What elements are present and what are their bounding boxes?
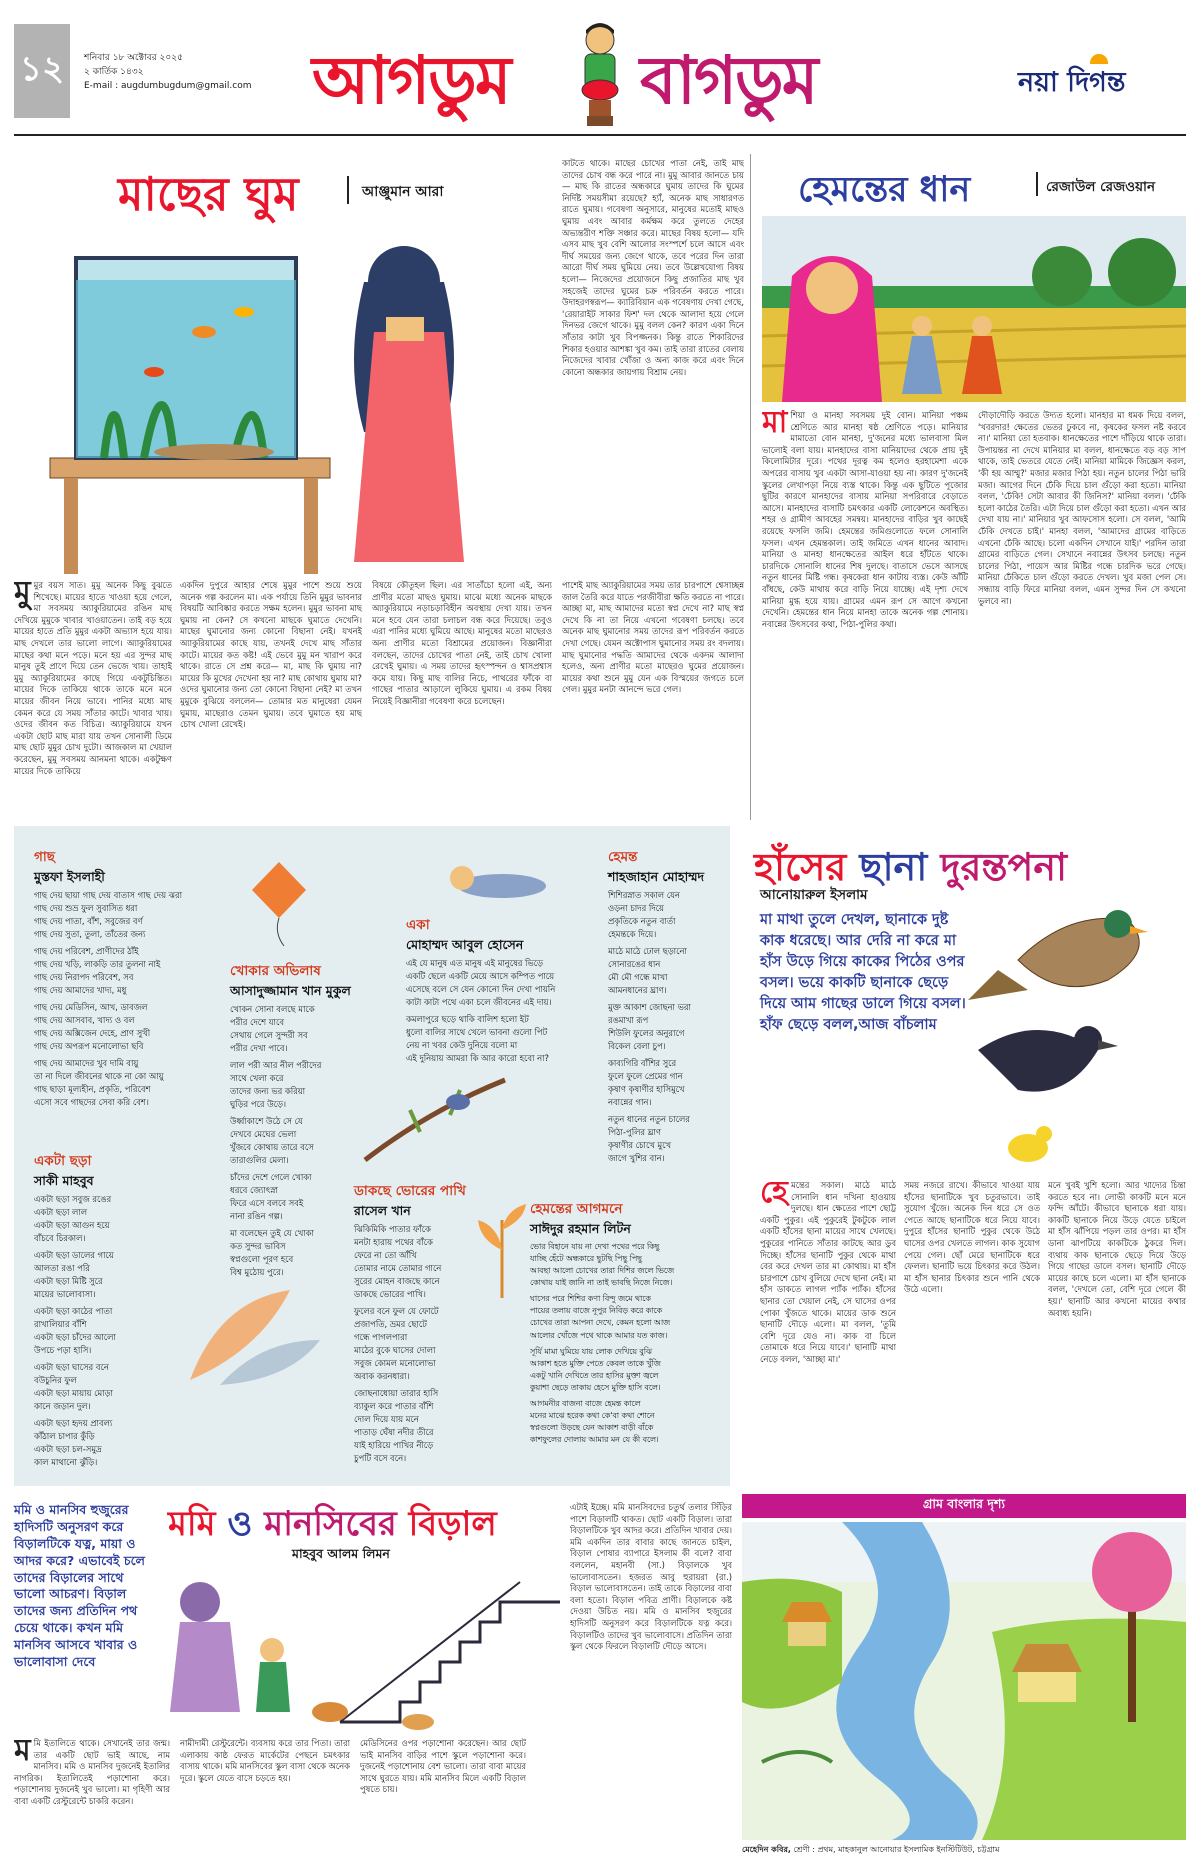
poem-title: একা [406,917,430,933]
poem-author: শাহজাহান মোহাম্মদ [608,869,705,884]
poem-line: গাছ দেয় পাতা, বাঁশ, সবুজের বর্ণ [34,916,143,927]
poem-line: যাই হারিয়ে পাখির নীড়ে [354,1440,434,1451]
poem-line: ফিরে এসে বলবে সবই [230,1198,304,1209]
poem-title: একটা ছড়া [34,1153,92,1169]
poem-body [608,889,726,1165]
article-column: সময় নজরে রাখে। কীভাবে খাওয়া যায় হাঁসের ছানাটিকে খুব চতুরভাবে। তাই সুযোগ খুঁজে। অনেক দিন ধরে সে ওত পেতে আছে ছানাটিকে ধরে নিয়ে যাবে। দুপুরে হাঁসের ছানাটি পুকুর থেকে উঠে ঘাসের ওপর খেলতে লাগল। কাক সুযোগ পেয়ে গেল। ছোঁ মেরে ছানাটিকে ধরে ফেলল। ছানাটি ভয়ে চিৎকার করে উঠল। মা হাঁস ছানার চিৎকার শুনে পানি থেকে উঠে এলো। [904,1180,1040,1295]
poem-line: কৃষাণ কৃষাণীর হাসিমুখে [608,1084,685,1095]
poem-line: মুক্ত আকাশ জোছনা ভরা [608,1002,691,1013]
poem-line: চোখের তারা আপনা দেখে, কেমন হলো আজ [530,1318,670,1328]
poem-block [608,846,726,1165]
poem-line: যাচ্ছি হেঁটে অন্ধকারে ছুটছি পিছু পিছু [530,1254,642,1264]
poem-line: পরীর দেখা পাবে। [230,1043,288,1054]
poem-title: খোকার অভিলাষ [230,963,321,979]
poem-line: একটা ছড়া লাল [34,1207,87,1218]
poem-line: আকাশ হতে মুক্তি পেতে কেবল তাকে খুঁজি [530,1358,661,1368]
poem-line: তারাগুলির মেলা। [230,1155,289,1166]
poem-line: গাছ দেয় অক্সিজেন দেহে, প্রাণ সুখী [34,1028,151,1039]
column-text: মন্তের সকাল। মাঠে মাঠে সোনালি ধান দখিনা হাওয়ায় দুলছে। ধান ক্ষেতের পাশে ছোট্ট একটি পুকুর। এই পুকুরেই টুকটুকে লাল একটি হাঁসের ছানা মায়ের সাথে খেলছে। পুকুরের পানিতে সাঁতার কাটছে আর ডুব দিচ্ছে। হাঁসের ছানাটি পুকুর থেকে মাথা বের করে দেখল তার মা কোথায়। মা হাঁস চারপাশে চোখ বুলিয়ে দেখে ছানা নেই। মা হাঁস ডাকতে লাগল প্যাঁক প্যাঁক। হাঁসের ছানার তো খেয়াল নেই, সে ঘাসের ওপর পোকা খুঁজতে থাকে। মায়ের ডাক শুনে ছানাটি দৌড়ে এলো। মা বলল, 'তুমি বেশি দূরে যেও না। কাক বা চিলে তোমাকে ধরে নিয়ে যাবে।' ছানাটি মাথা নেড়ে বলল, 'আচ্ছা মা।' [760,1180,896,1364]
poem-line: মা বলেছেন তুই যে খোকা [230,1228,314,1239]
poem-line: তোমার নামে তোমার গানে [354,1263,442,1274]
poem-line: কমলাপুরে ছড়ে থাকি বালিশ হলো ইট [406,1014,529,1025]
poem-line: একটি ছেলে একটি মেয়ে আসে কম্পিত পায়ে [406,971,555,982]
poem-line: গাছ দেয় অপরূপ মনোলোভা ছবি [34,1041,144,1052]
drop-cap: ম [14,1738,31,1768]
article-column: দৌড়াদৌড়ি করতে উদ্যত হলো। মানহার মা ধমক দিয়ে বলল, 'খবরদার! ক্ষেতের ভেতর ঢুকবে না, কৃষকের ফসল নষ্ট করবে না।' মানিয়া তো হতবাক। ধানক্ষেতের পাশে দাঁড়িয়ে থাকে তারা। উপায়ন্তর না দেখে মানিয়ার মা বলল, ধানক্ষেতে বড় বড় সাপ থাকে, তাই ভেতরে যেতে নেই। মানিয়া মামিকে জিজ্ঞেস করল, 'কী হয় আম্মু?' মজার মজার পিঠা হয়। নতুন চালের পিঠা ভারি মজা। আগের দিনে ঢেঁকি দিয়ে চাল গুঁড়ো করা হতো। মানিয়া বলল, 'ঢেঁকি! সেটা আবার কী জিনিস?' মানিয়া বলল। 'ঢেঁকি হলো কাঠের তৈরি। এটা দিয়ে চাল গুঁড়ো করা হতো। এখন আর দেখা যায় না।' মানিয়ার খুব আফসোস হলো। সে বলল, 'আমি ঢেঁকি দেখতে চাই।' মানহা বলল, 'আমাদের গ্রামের বাড়িতে এখনো ঢেঁকি আছে। চলো একদিন সেখানে যাই।' পরদিন তারা গ্রামের বাড়িতে গেল। সেখানে নবান্নের উৎসব চলছে। নতুন চালের পিঠা, পায়েস আর মিষ্টির গন্ধে চারদিক ভরে গেছে। মানিয়া ঢেঁকিতে চাল গুঁড়ো করতে দেখল। খুব মজা পেল সে। সন্ধ্যায় বাড়ি ফিরে মানিয়া বলল, এমন সুন্দর দিন সে কখনো ভুলবে না। [978,410,1186,606]
poem-author: সাকী মাহবুব [34,1173,94,1188]
poem-line: আবছা আলো চোখের তারা দিশির জলে ভিজে [530,1266,674,1276]
poem-block [406,914,602,1065]
column-text: মি ইতালিতে থাকে। সেখানেই তার জন্ম। তার একটি ছোট ভাই আছে, নাম মানসিব। মমি ও মানসিব দুজনেই ইতালির নাগরিক। ইতালিতেই পড়াশোনা করে। পড়াশোনায় দুজনেই খুব ভালো। মা গৃহিণী আর বাবা একটি রেস্টুরেন্টে চাকরি করেন। [14,1738,170,1806]
poem-line: কৃষাণীর চোখে মুখে [608,1140,672,1151]
poem-line: ঝিকিমিকি পাতার ফাঁকে [354,1224,431,1234]
paddy-field-illustration [762,216,1186,402]
article-column: এটাই ইচ্ছে। মমি মানসিবদের চতুর্থ তলার সিঁড়ির পাশে বিড়ালটি থাকত। ছোট একটি বিড়াল। তারা বিড়ালটিকে খুব আদর করে। প্রতিদিন খাবার দেয়। মমি একদিন তার বাবার কাছে জানতে চাইল, বিড়াল পোষার ব্যাপারে ইসলাম কী বলে? বাবা বললেন, মহানবী (সা.) বিড়ালকে খুব ভালোবাসতেন। হজরত আবু হুরায়রা (রা.) বিড়াল ভালোবাসতেন। তাই তাকে বিড়ালের বাবা বলা হতো। বিড়াল পবিত্র প্রাণী। বিড়ালকে কষ্ট দেওয়া উচিত নয়। মমি ও মানসিব হুজুরের হাদিসটি অনুসরণ করে বিড়ালটিকে যত্ন করে। বিড়ালটিও তাদের খুব ভালোবাসে। প্রতিদিন তারা স্কুল থেকে ফিরলে বিড়ালটি দৌড়ে আসে। [570,1502,732,1652]
poem-line: একটা ছড়া কাঠের পাতা [34,1306,113,1317]
gallery-band: গ্রাম বাংলার দৃশ্য [742,1494,1186,1518]
poem-title: হেমন্ত [608,849,638,865]
article-author: রেজাউল রেজওয়ান [1046,179,1156,195]
poem-line: ফেরে না তো আঁখি [354,1250,417,1261]
poem-line: কানে জড়ান দুল। [34,1401,91,1412]
article-column: নামীদামী রেস্টুরেন্টে। ব্যবসায় করে তার পিতা। তারা এলাকায় কাষ্ঠ ফেরত মার্কেটের পেছনে চমৎকার বাসায় থাকে। মমি মানসিবের স্কুল বাসা থেকে অনেক দূরে। স্কুলে যেতে বাসে চড়তে হয়। [180,1738,350,1783]
date-line-bengali: ২ কার্তিক ১৪৩২ [84,67,144,77]
drop-cap: মু [14,580,31,610]
email-address[interactable]: E-mail : augdumbugdum@gmail.com [84,81,252,91]
poem-line: খুঁজবে কোথায় তারে বসে [230,1142,314,1153]
poem-block [34,846,224,1109]
plant-icon [474,1200,530,1300]
poem-line: একটা ছড়া চল-সমুদ্র [34,1444,102,1455]
aquarium-girl-illustration [14,222,544,574]
column-text: মুর বয়স সাত। মুমু অনেক কিছু বুঝতে শিখেছে। মায়ের হাতে খাওয়া হয়ে গেলে, মা সবসময় অ্যাকুরিয়ামের রঙিন মাছ দেখিয়ে মুমুকে খাবার খাওয়াতেন। তাই বড় হয়ে মায়ের হাতে প্রতি মুমুর একটা অভ্যাস হয়ে যায়। মাছ দেখলে তার ভালো লাগে। অ্যাকুরিয়ামের মাছের কথা মনে পড়ে। মনে হয় এর সুন্দর মাছ মানুষ তুই প্রাণে দিয়ে তেন ভেজে খায়। তাহাই মুমু অ্যাকুরিয়ামের কাছে গিয়ে একটুচিন্তিত। মায়ের দিকে তাকিয়ে থাকে তাকে মনে মনে মায়ের জীবন নিয়ে ভাবে। পানির মধ্যে মাছ কেমন করে যে সময় সাঁতার কাটে। খাবার খায়। ওদের জীবন কত বিচিত্র। অ্যাকুরিয়ামে যখন একটা ছোট মাছ মারা যায় তখন সোনালী ডিমে মাছ ছোট মুমুর চোখ দুটো। আজকাল মা খেয়াল করেছেন, মুমু সবসময় আনমনা থাকে। একটুক্ষণ মায়ের দিকে তাকিয়ে [14,580,172,776]
drummer-boy-logo [565,20,635,130]
poem-author: আসাদুজ্জামান খান মুকুল [230,983,351,998]
poem-line: স্বপ্নগুলো পূরণ হবে [230,1254,294,1265]
poem-body [406,957,602,1065]
article-column: একদিন দুপুরে আহার শেষে মুমুর পাশে শুয়ে শুয়ে অনেক গল্প করলেন মা। এক পর্যায়ে তিনি মুমুর ভাবনার বিষয়টি আবিষ্কার করতে সক্ষম হলেন। মুমুর ভাবনা মাছ ঘুমায় না কেন? সে কখনো মাছকে ঘুমাতে দেখেনি। মাছের ঘুমানোর জন্য কোনো বিছানা নেই। যখনই অ্যাকুরিয়ামের কাছে যায়, তখনই দেখে মাছ সাঁতার কাটে। মায়ের কত কষ্ট! এই ভেবে মুমু মন খারাপ করে থাকে। রাতে সে প্রশ্ন করে— মা, মাছ কি ঘুমায় না? মায়ের কি মুখের দেখেনা হয় না? মাছ কোথায় ঘুমায় মা? ওদের ঘুমানোর জন্য তো কোনো বিছানা নেই? মা তখন মুমুকে বুঝিয়ে বললেন— তোমার মত মানুষেরা যেমন ঘুমায়, মাছেরাও তেমন ঘুমায়। তবে ঘুমাতে হয় মাছ চোখ খোলা রেখেই। [180,580,362,730]
bird-on-branch-icon [360,1060,510,1170]
poem-line: গাছ দেয় পরিবেশ, প্রাণীদের ঠাঁই [34,946,139,957]
poem-line: কাটা কাটা পথে একা চলে জীবনের এই দায়। [406,997,552,1008]
poem-line: ভোর বিহানে যায় না দেখা পথের পরে কিছু [530,1242,660,1251]
sun-icon [1090,54,1108,64]
poem-line: গন্ধে পাগলপারা [354,1332,408,1343]
poem-line: নতুন ধানের নতুন চালের [608,1114,690,1125]
poem-line: রঙমাখা রূপ [608,1015,649,1026]
poem-line: সেথায় গেলে সুন্দরী সব [230,1030,308,1041]
article-title: হেমন্তের ধান [798,170,971,210]
poem-line: দোল দিয়ে যায় মনে [354,1414,419,1425]
article-column: বিষয়ে কৌতূহল ছিল। এর সাতাঁচো হলো এই, অন্য প্রাণীর মতো মাছও ঘুমায়। মাঝে মধ্যে অনেক মাছকে অ্যাকুরিয়ামে নড়াচড়াবিহীন অবস্থায় দেখা যায়। তখন মনে হবে যেন তারা চলাচল বন্ধ করে দিয়েছে। তবুও এরা পানির মধ্যে ঘুমিয়ে আছে। মানুষের মতো মাছেরও অন্য প্রাণীর মতো বিশ্রামের প্রয়োজন। বিজ্ঞানীরা বলছেন, তাদের চোখের পাতা নেই, তাই চোখ খোলা রেখেই ঘুমায়। এ সময় তাদের হৃৎস্পন্দন ও শ্বাসপ্রশ্বাস কমে যায়। কিছু মাছ বালির নিচে, পাথরের ফাঁকে বা গাছের পাতার আড়ালে লুকিয়ে ঘুমায়। এ রকম বিষয় নিয়েই বিজ্ঞানীরা গবেষণা করে চলেছেন। [372,580,552,706]
poem-line: মৌ মৌ গন্ধে মাখা [608,972,668,983]
poem-line: জোছনাধোয়া তারার হাসি [354,1388,439,1399]
poem-line: নবান্নের গান। [608,1097,652,1108]
poem-title: হেমন্তের আগমনে [530,1201,623,1217]
title-word: বিড়াল [408,1504,497,1544]
poem-title: গাছ [34,849,55,865]
poem-body [530,1241,726,1446]
poem-line: এসেছে বলে সে যেন কোনো দিন দেখা পায়নি [406,984,556,995]
poem-line: পরীর দেশে যাবে [230,1017,285,1028]
poem-author: মোহাম্মদ আবুল হোসেন [406,937,524,952]
sleeping-child-icon [442,852,552,902]
poem-line: একটা ছড়া ডালের গায়ে [34,1250,114,1261]
poem-line: শিউলি ফুলের অনুরাগে [608,1028,685,1039]
poem-line: মাঠের বুকে ঘাসের দোলা [354,1345,436,1356]
brand-logo: নয়া দিগন্ত [1018,67,1126,98]
poem-line: গাছ ছাড়া মূল্যহীন, প্রকৃতি, পরিবেশ [34,1084,151,1095]
article-column: কাটতে থাকে। মাছের চোখের পাতা নেই, তাই মাছ তাদের চোখ বন্ধ করে পারে না। মুমু আবার জানতে চায়— মাছ কি রাতের অন্ধকারে ঘুমায় তাদের কি ঘুমের নির্দিষ্ট সময়সীমা রয়েছে? হ্যাঁ, অনেক মাছ সাধারণত রাতে ঘুমায়। গবেষণা অনুসারে, মানুষের মতোই মাছও ঘুমায় এবং আবার কর্মক্ষম করে তুলতে দেহের অভ্যন্তরীণ শক্তি সঞ্চার করে। মাছের বিষয় হলো— যদি এসব মাছ খুব বেশি আলোর সংস্পর্শে চলে আসে এবং দীর্ঘ সময়ের জন্য জেগে থাকে, তবে পরের দিন তারা আরো দীর্ঘ সময় ঘুমিয়ে নেয়। তবে উল্লেখযোগ্য বিষয় হলো— নিজেদের প্রয়োজনে কিছু প্রজাতির মাছ খুব সহজেই তাদের ঘুমের চক্র পরিবর্তন করতে পারে। উদাহরণস্বরূপ— ক্যারিবিয়ান এক গবেষণায় দেখা গেছে, 'রেয়ারাইট সাকার ফিশ' দল থেকে আলাদা হয়ে গেলে দিনভর জেগে থাকে। মুমু বলল কেন? কারণ একা দিনে সাঁতার কাটা খুব বিপজ্জনক। কিন্তু রাতে শিকারিদের শিকার হওয়ার আশঙ্কা খুব কম। তাই তারা রাতের বেলায় নিজেদের খাবার খোঁজা ও অন্য কাজ করে এবং দিনে কোনো অন্ধকার জায়গায় বিশ্রাম নেয়। [562,158,744,377]
poem-line: সাথে খেলা করে [230,1073,284,1084]
poem-line: মাঠে মাঠে ঢোল ছড়ানো [608,946,687,957]
poem-line: বাঁচবে চিরকাল। [34,1233,86,1244]
poem-line: একটা ছড়া মিষ্টি সুরে [34,1276,103,1287]
poem-line: নেয় না খবর কেউ দুনিয়ে বলো মা [406,1040,518,1051]
poem-line: গাছ দেয় আমাদের খুব দামি বায়ু [34,1058,139,1069]
poem-line: চুপটি বসে বনে। [354,1453,407,1464]
poem-line: জাগে খুশির বান। [608,1153,665,1164]
title-separator [347,176,349,204]
poem-line: হেমন্তকে দিয়ে। [608,929,657,940]
duck-crow-illustration [958,880,1186,1172]
poem-line: রাখালিয়ার বাঁশি [34,1319,87,1330]
poem-line: সূর্যি মামা ঘুমিয়ে যায় লোক দেখিয়ে বুঝি [530,1346,652,1356]
poem-line: কাব্যগিরি বাঁশির সুরে [608,1058,677,1069]
poem-line: গাছ দেয় শুভ্র ফুল সুবাসিত ধরা [34,903,138,914]
title-word: মমি [168,1504,228,1544]
article-column [762,410,968,820]
poem-line: ঘুড়ির পরে উড়ে। [230,1099,286,1110]
article-intro: মমি ও মানসিব হুজুরের হাদিসটি অনুসরণ করে বিড়ালটিকে যত্ন, মায়া ও আদর করে? এভাবেই চলে তাদের বিড়ালের সাথে ভালো আচরণ। বিড়াল তাদের জন্য প্রতিদিন পথ চেয়ে থাকে। কখন মমি মানসিব আসবে খাবার ও ভালোবাসা দেবে [14,1502,145,1669]
column-text: শিয়া ও মানহা সবসময় দুই বোন। মানিয়া পঞ্চম শ্রেণিতে আর মানহা ষষ্ঠ শ্রেণিতে পড়ে। মানিয়ার মামাতো বোন মানহা, দু'জনের মধ্যে ভালবাসা মিল ভালোই বলা যায়। মানহাদের বাসা মানিয়াদের থেকে প্রায় দুই কিলোমিটার দূরে। পথের দূরত্ব কম হলেও হরহামেশা একে অপরের বাসায় খুব একটা আসা-যাওয়া হয় না। কারণ দু'জনেই স্কুলের লেখাপড়া নিয়ে ব্যস্ত থাকে। কিন্তু এক ছুটিতে পূজোর ছুটির কারণে মানহাদের বাসায় মানিয়া সপরিবারে বেড়াতে আসে। মানহাদের বাসাটি চমৎকার একটি লোকেশনে অবস্থিত। শহর ও গ্রামীণ আবহের সমন্বয়। মানহাদের বাড়ির খুব কাছেই রয়েছে ফসলি জমি। হেমন্তের জমিগুলোতে ফলে সোনালি ফসল। এখন হেমন্তকাল। তাই জমিতে এখন ধানের আবাদ। মানিয়া ও মানহা ধানক্ষেতের আইল ধরে হাঁটতে থাকে। চারদিকে সোনালি ধানের শিষ দুলছে। বাতাসে ভেসে আসছে নতুন ধানের মিষ্টি গন্ধ। কৃষকেরা ধান কাটায় ব্যস্ত। কেউ আঁটি বাঁধছে, কেউ মাথায় করে বাড়ি নিয়ে যাচ্ছে। এই দৃশ্য দেখে মানিয়া মুগ্ধ হয়ে যায়। গ্রামের এমন রূপ সে আগে কখনো দেখেনি। হেমন্তের ধান নিয়ে মানহা তাকে অনেক গল্প শোনায়। নবান্নের উৎসবের কথা, পিঠা-পুলির কথা। [762,410,968,629]
poem-block [34,1150,184,1469]
poem-line: আলোর খোঁজে পথে থাকে আমার যত কাজ। [530,1330,668,1340]
poem-line: এই দুনিয়ায় আমরা কি আর কারো হবো না? [406,1053,549,1064]
poem-line: ধুলো বালির সাথে খেলে ভাবনা গুলো পিট [406,1027,548,1038]
poem-title: ডাকছে ভোরের পাখি [354,1183,466,1199]
poem-line: খোকন সোনা বলছে মাকে [230,1004,315,1014]
poem-line: তা না দিলে জীবনের থাকে না কো আয়ু [34,1071,164,1082]
title-word: ও [227,1504,265,1544]
poem-line: লাল পরী আর নীল পরীদের [230,1060,322,1071]
poem-line: বিশ্ব মুঠোয় পুরে। [230,1267,284,1278]
poem-line: আলতা রঙা পরি [34,1263,90,1274]
poem-line: আমনধানের ঘ্রাণ। [608,985,667,996]
poem-line: আগমনীর বাজনা বাজে হেমন্ত কালে [530,1398,641,1408]
poem-line: প্রজাপতি, ভ্রমর ছোটে [354,1319,427,1330]
masthead-left: আগডুম [312,42,510,119]
poem-line: গাছ দেয় নিরাপদ পরিবেশ, সব [34,972,134,983]
poem-line: ব্যাকুল করে পাতার বাঁশি [354,1401,434,1412]
poem-line: বউচুনির ফুল [34,1375,77,1386]
poem-line: দেখবে মেঘের ভেলা [230,1129,297,1140]
article-column: মেডিসিনের ওপর পড়াশোনা করেছেন। আর ছোট ভাই মানসিব বাড়ির পাশে স্কুলে পড়াশোনা করে। দুজনেই পড়াশোনায় বেশ ভালো। তারা বাবা মায়ের সাথে ঘুরতে যায়। মমি মানসিব মিলে একটি বিড়াল পুষতে চায়। [360,1738,526,1795]
poem-line: কুয়াশা ছেড়ে তাকায় হেসে মুক্তি হাসি বলে। [530,1382,661,1392]
poem-line: ওড়না চাদর দিয়ে [608,903,664,914]
article-author: আঞ্জুমান আরা [362,184,444,200]
poem-line: একটা ছড়া হৃদয় প্রাবল্য [34,1418,113,1429]
poem-line: একটা ছড়া আগুন হয়ে [34,1220,110,1231]
poem-line: কত সুন্দর ভাবিস [230,1241,286,1252]
poem-line: একটা ছড়া সবুজ রঙের [34,1194,112,1204]
article-column [760,1180,896,1486]
artist-name: মেহেদিন কবির, [742,1845,791,1854]
title-word: ছানা [859,845,941,889]
poem-line: গাছ দেয় ছায়া গাছ দেয় বাতাস গাছ দেয় ঝরা [34,890,183,900]
poem-line: গাছ দেয় সুতা, তুলা, তাঁতের জন্য [34,929,146,940]
poem-line: শিশিরস্নাত সকাল যেন [608,890,680,900]
article-title: মাছের ঘুম [118,167,299,221]
poem-line: বিকেল বেলা চুপ। [608,1041,666,1052]
column-divider [750,154,751,820]
poem-line: গাছ দেয় আসবাব, খাদ্য ও বল [34,1015,135,1026]
date-line: শনিবার ১৮ অক্টোবর ২০২৫ [84,53,183,63]
article-column: পাশেই মাছ অ্যাকুরিয়ামের সময় তার চারপাশে শ্বেসাচ্ছন্ন জাল তৈরি করে যাতে পরজীবীরা ক্ষতি করতে না পারে। আচ্ছা মা, মাছ আমাদের মতো স্বপ্ন দেখে না? মাছ স্বপ্ন দেখে কি না তা নিয়ে এখনো গবেষণা চলছে। তবে অনেক মাছ ঘুমানোর সময় তাদের রূপ পরিবর্তন করতে দেখা গেছে। যেমন অক্টোপাস ঘুমানোর সময় রং বদলায়। মাছ ঘুমানোর পদ্ধতি আমাদের থেকে একদম আলাদা হলেও, অন্য প্রাণীর মতো মাছেরও ঘুমের প্রয়োজন। মায়ের কথা শুনে মুমু যেন এক বিস্ময়ের জগতে চলে গেল। মুমুর মনটা আনন্দে ভরে গেল। [562,580,744,695]
article-column: মনে খুবই খুশি হলো। আর খাদ্যের চিন্তা করতে হবে না। লোভী কাকটি মনে মনে ফন্দি আঁটে। কীভাবে ছানাকে ধরা যায়। কাকটি ছানাকে নিয়ে উড়ে যেতে চাইলে মা হাঁস ঝাঁপিয়ে পড়ল তার ওপর। মা হাঁস ডানা ঝাপটিয়ে কাকটিকে ঠুকরে দিল। ব্যথায় কাক ছানাকে ছেড়ে দিয়ে উড়ে গিয়ে গাছের ডালে বসল। ছানাটি দৌড়ে মায়ের কাছে চলে এলো। মা হাঁস ছানাকে বলল, 'দেখলে তো, বেশি দূরে গেলে কী হয়।' ছানাটি আর কখনো মায়ের কথার অবাধ্য হয়নি। [1048,1180,1186,1318]
poem-line: একটা ছড়া মায়ায় মোড়া [34,1388,113,1399]
poem-line: সবুজ কোমল মনোলোভা [354,1358,436,1369]
kite-icon [244,858,314,948]
poem-line: একটা ছড়া ঘাসের বনে [34,1362,109,1373]
poem-line: ফুলে ফুলে প্রেমের গান [608,1071,683,1082]
poem-line: কাল মাথানো ঝুঁড়ি। [34,1457,98,1468]
poem-line: উপচে পড়া হাসি। [34,1345,92,1356]
poem-body [34,1193,184,1469]
poem-line: পাতাড় ঘেঁষা নদীর তীরে [354,1427,434,1438]
poem-body [34,889,224,1109]
poem-line: সুরের মোহন বাজছে কানে [354,1276,440,1287]
poem-line: ঘাসের পরে শিশির কণা বিন্দু জমে থাকে [530,1294,651,1304]
poem-author: রাসেল খান [354,1203,411,1218]
poem-line: গাছ দেয় মেডিসিন, আখ, ডাবজল [34,1002,148,1013]
poem-author: মুস্তফা ইসলাহী [34,869,105,884]
poem-line: মনের মাঝে হরেক কথা কে'বা কথা শোনে [530,1411,655,1421]
poem-line: মনটা হারায় পথের বাঁকে [354,1237,433,1248]
painting-credit [742,1844,1186,1857]
poem-line: এই যে মানুষ এত মানুষ এই মানুষের ভিড়ে [406,958,544,968]
header-divider [14,134,1186,136]
drop-cap: হে [760,1180,788,1210]
poem-line: অবাক করনধারা। [354,1371,410,1382]
article-author: মাহবুব আলম লিমন [292,1546,390,1561]
title-word: মানসিবের [264,1504,409,1544]
article-column [14,1738,170,1862]
title-separator [1036,172,1038,196]
title-text [168,1504,497,1544]
poem-line: চাঁদের দেশে গেলে খোকা [230,1172,312,1183]
poem-line: গাছ দেয় খড়ি, লাকড়ি তার তুলনা নাই [34,959,161,970]
leaves-icon [180,1270,330,1390]
title-word: হাঁসের [754,845,860,889]
masthead-right: বাগডুম [640,42,817,119]
poem-line: কাশফুলের দোলায় আমার মন যে কী বলে। [530,1435,659,1445]
drop-cap: মা [762,410,788,440]
poem-line: স্বপ্নগুলো উড়ছে যেন আকাশ বাড়ী বাঁকে [530,1423,654,1433]
children-cat-illustration [160,1562,560,1732]
poem-line: ফুলের বনে ফুল যে ফোটে [354,1306,439,1317]
poem-line: কোথায় যাই জানি না তাই ভাবছি নিজে নিজে। [530,1278,673,1288]
article-author: আনোয়ারুল ইসলাম [760,887,868,903]
poem-line: ডাকছে ভোরের পাখি। [354,1289,426,1300]
poem-line: সোনারঙের ধান [608,959,661,970]
village-painting [742,1522,1186,1840]
poem-line: গাছ দেয় আমাদের খাদ্য, মধু [34,985,127,996]
poem-block [530,1198,726,1446]
article-intro: মা মাথা তুলে দেখল, ছানাকে দুষ্ট কাক ধরেছে। আর দেরি না করে মা হাঁস উড়ে গিয়ে কাকের পিঠের ওপর বসল। ভয়ে কাকটি ছানাকে ছেড়ে দিয়ে আম গাছের ডালে গিয়ে বসল। হাঁফ ছেড়ে বলল,আজ বাঁচলাম [760,912,966,1034]
artist-details: শ্রেণী : প্রথম, মাহকানুল আনোয়ার ইসলামিক ইনস্টিটিউট, চট্টগ্রাম [793,1845,1000,1854]
title-word: দুরন্তপনা [940,845,1068,889]
poem-line: তাদের জন্য ভর করিয়া [230,1086,306,1097]
poem-line: ধরবে জ্যোৎস্না [230,1185,278,1196]
poem-line: পিঠা-পুলির ঘ্রাণ [608,1127,661,1138]
poem-line: পায়ের তলায় বাজে নূপুর নিবিড় করে কাকে [530,1306,663,1316]
poem-line: উর্ধ্বাকাশে উঠে সে যে [230,1116,303,1127]
poem-line: মায়ের ভালোবাসা। [34,1289,96,1300]
poem-line: একটু খানি দেখিতে তার হাসির মুক্তা জ্বলে [530,1370,659,1380]
poem-line: কাঁঠাল চাপার কুঁড়ি [34,1431,95,1442]
poem-line: নানা রঙিন গল্প। [230,1211,283,1222]
page-number: ১২ [14,24,70,118]
article-column [14,580,172,820]
poem-line: একটা ছড়া চাঁদের আলো [34,1332,116,1343]
poem-author: সাঈদুর রহমান লিটন [530,1221,631,1236]
poem-line: এসো সবে গাছদের সেবা করি বেশ। [34,1097,149,1108]
poem-line: প্রকৃতিকে নতুন বার্তা [608,916,676,927]
